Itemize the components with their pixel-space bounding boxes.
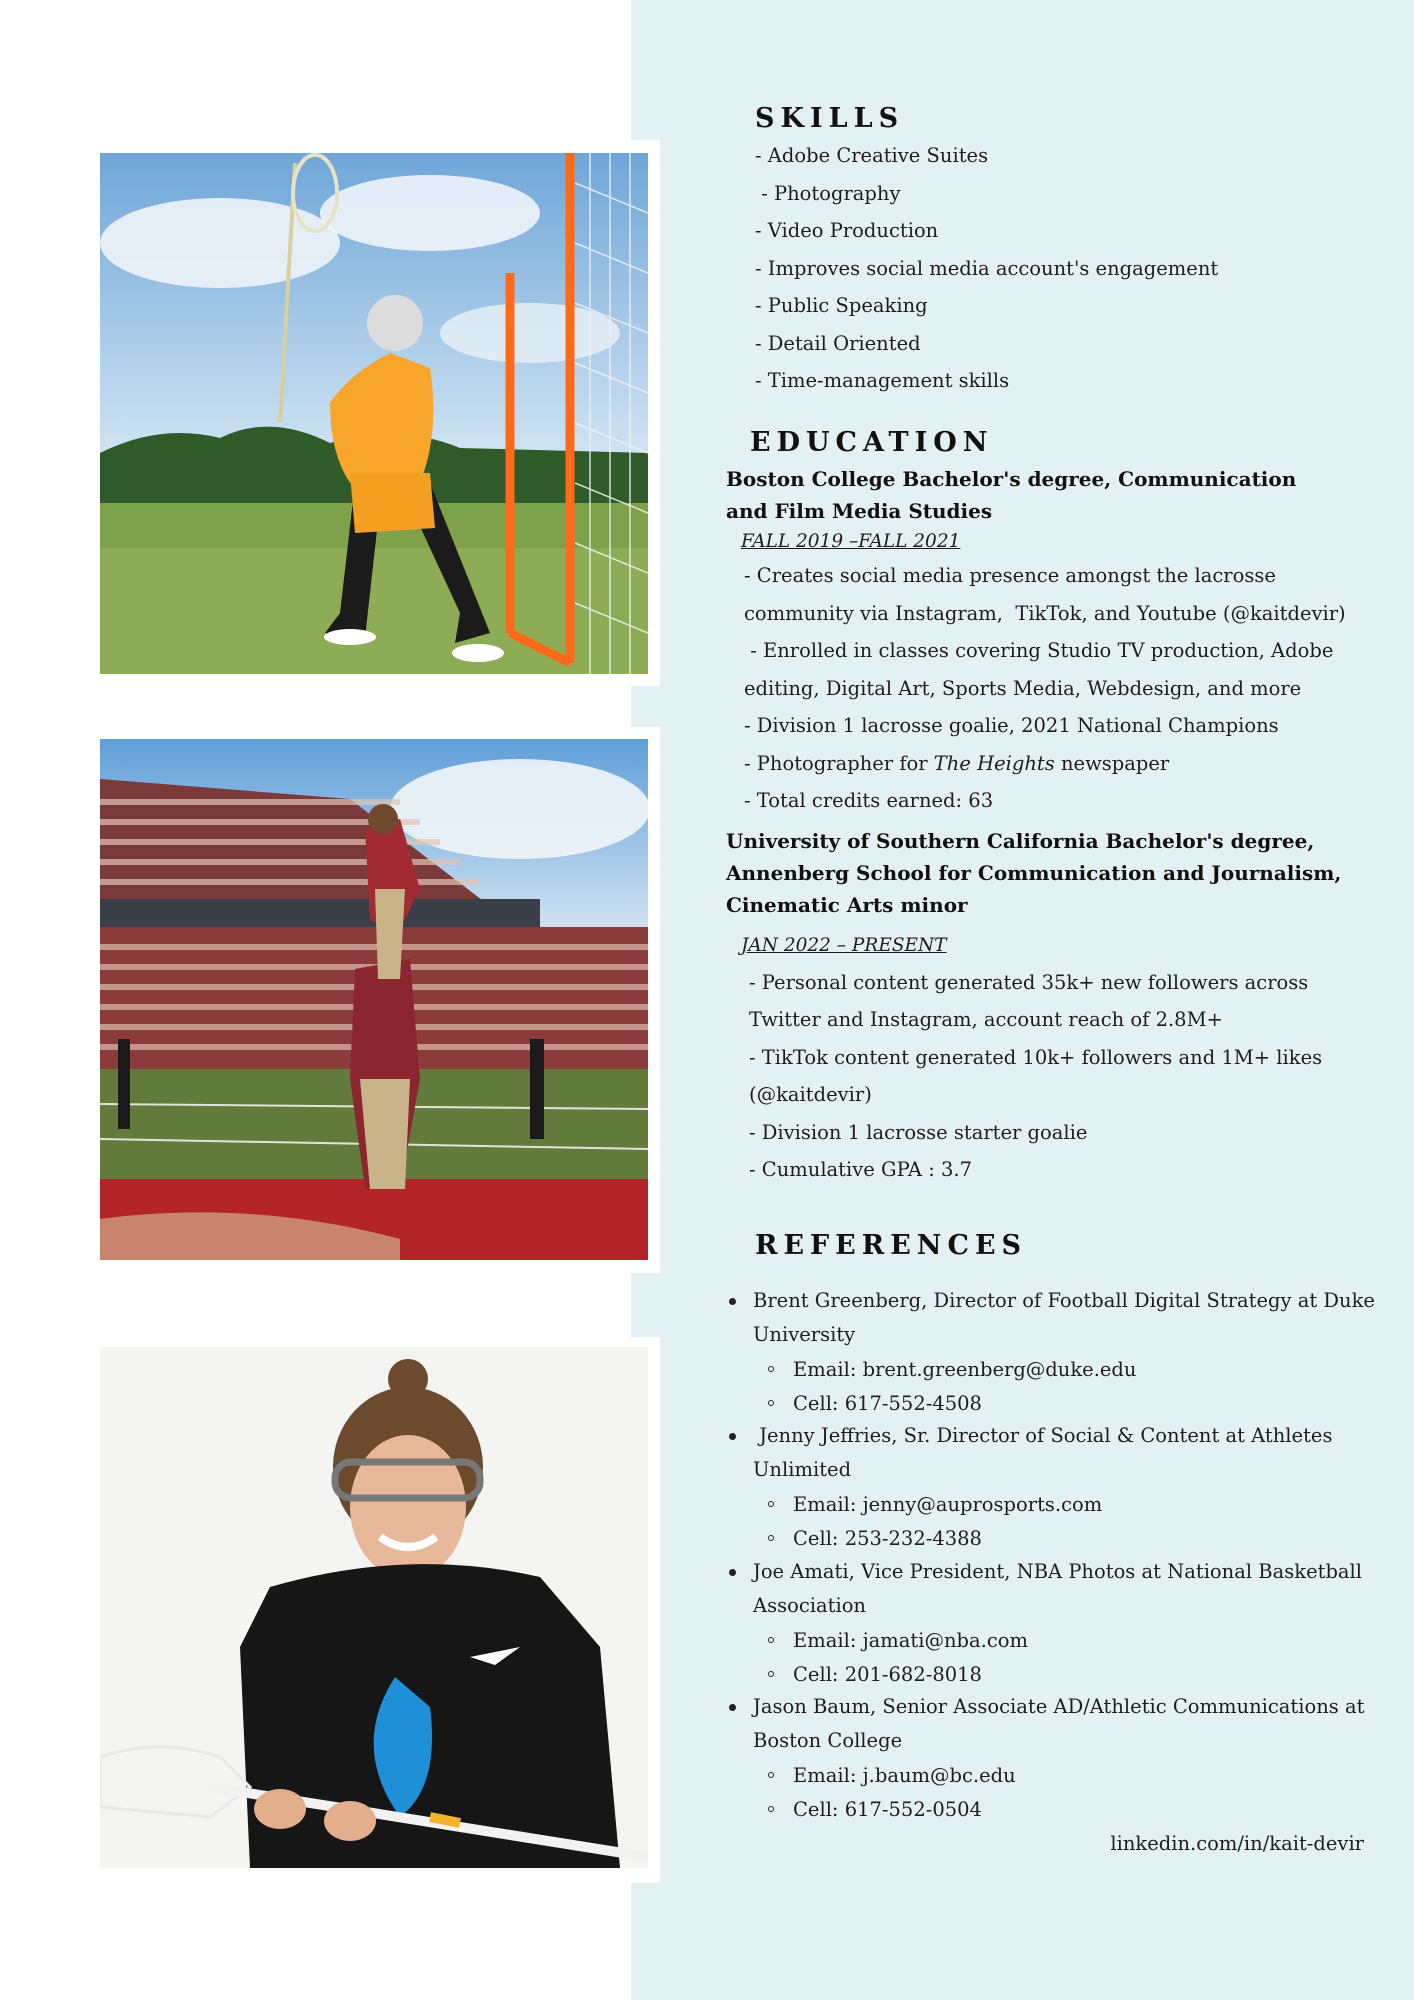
sub-bullet-icon bbox=[768, 1535, 774, 1541]
reference-name-line: Unlimited bbox=[753, 1458, 852, 1481]
skill-item: - Adobe Creative Suites bbox=[755, 144, 989, 167]
education-line: - Enrolled in classes covering Studio TV production, Adobe bbox=[744, 639, 1334, 662]
boston-college-degree bbox=[726, 463, 1366, 527]
skill-item: - Video Production bbox=[755, 219, 939, 242]
education-line: community via Instagram, TikTok, and Youtube (@kaitdevir) bbox=[744, 602, 1346, 625]
sub-bullet-icon bbox=[768, 1501, 774, 1507]
bullet-icon bbox=[729, 1569, 736, 1576]
degree-line: Boston College Bachelor's degree, Communication bbox=[726, 467, 1297, 491]
skill-item: - Time-management skills bbox=[755, 369, 1010, 392]
skills-title: SKILLS bbox=[755, 103, 905, 134]
sub-bullet-icon bbox=[768, 1637, 774, 1643]
heights-prefix: - Photographer for bbox=[744, 752, 934, 775]
reference-name-line: University bbox=[753, 1323, 856, 1346]
sub-bullet-icon bbox=[768, 1806, 774, 1812]
education-line: - Cumulative GPA : 3.7 bbox=[749, 1158, 972, 1181]
bullet-icon bbox=[729, 1298, 736, 1305]
degree-line: Annenberg School for Communication and Journalism, bbox=[726, 861, 1342, 885]
skill-item: - Public Speaking bbox=[755, 294, 928, 317]
education-line: - TikTok content generated 10k+ followers and 1M+ likes bbox=[749, 1046, 1323, 1069]
reference-name-line: Brent Greenberg, Director of Football Digital Strategy at Duke bbox=[753, 1289, 1375, 1312]
reference-name-line: Boston College bbox=[753, 1729, 903, 1752]
references-title: REFERENCES bbox=[755, 1230, 1028, 1261]
skill-item: - Photography bbox=[755, 182, 901, 205]
education-title: EDUCATION bbox=[750, 427, 994, 458]
reference-email: Email: jenny@auprosports.com bbox=[793, 1493, 1103, 1516]
reference-email: Email: brent.greenberg@duke.edu bbox=[793, 1358, 1137, 1381]
reference-name bbox=[753, 1555, 1373, 1623]
reference-cell: Cell: 617-552-4508 bbox=[793, 1392, 982, 1415]
sub-bullet-icon bbox=[768, 1772, 774, 1778]
education-line: editing, Digital Art, Sports Media, Webdesign, and more bbox=[744, 677, 1302, 700]
skill-item: - Improves social media account's engagement bbox=[755, 257, 1219, 280]
reference-cell: Cell: 201-682-8018 bbox=[793, 1663, 982, 1686]
education-line: - Personal content generated 35k+ new followers across bbox=[749, 971, 1309, 994]
education-line: - Creates social media presence amongst the lacrosse bbox=[744, 564, 1276, 587]
usc-degree bbox=[726, 825, 1366, 921]
reference-email: Email: j.baum@bc.edu bbox=[793, 1764, 1016, 1787]
degree-line: Cinematic Arts minor bbox=[726, 893, 968, 917]
education-line: (@kaitdevir) bbox=[749, 1083, 872, 1106]
reference-name-line: Association bbox=[753, 1594, 866, 1617]
sub-bullet-icon bbox=[768, 1671, 774, 1677]
player-portrait-photo bbox=[100, 1347, 648, 1868]
reference-name-line: Jenny Jeffries, Sr. Director of Social & Content at Athletes bbox=[753, 1424, 1333, 1447]
sub-bullet-icon bbox=[768, 1366, 774, 1372]
bullet-icon bbox=[729, 1704, 736, 1711]
bullet-icon bbox=[729, 1433, 736, 1440]
reference-name bbox=[753, 1419, 1373, 1487]
education-line: Twitter and Instagram, account reach of 2.8M+ bbox=[749, 1008, 1223, 1031]
degree-line: and Film Media Studies bbox=[726, 499, 993, 523]
sub-bullet-icon bbox=[768, 1400, 774, 1406]
lacrosse-goalie-photo bbox=[100, 153, 648, 674]
reference-name-line: Jason Baum, Senior Associate AD/Athletic Communications at bbox=[753, 1695, 1365, 1718]
reference-name-line: Joe Amati, Vice President, NBA Photos at National Basketball bbox=[753, 1560, 1363, 1583]
degree-line: University of Southern California Bachelor's degree, bbox=[726, 829, 1315, 853]
skill-item: - Detail Oriented bbox=[755, 332, 921, 355]
education-line: - Division 1 lacrosse goalie, 2021 National Champions bbox=[744, 714, 1279, 737]
reference-cell: Cell: 617-552-0504 bbox=[793, 1798, 982, 1821]
usc-dates: JAN 2022 – PRESENT bbox=[741, 935, 947, 956]
education-line-heights bbox=[744, 754, 1169, 774]
reference-name bbox=[753, 1284, 1373, 1352]
reference-cell: Cell: 253-232-4388 bbox=[793, 1527, 982, 1550]
heights-suffix: newspaper bbox=[1054, 752, 1170, 775]
heights-italic: The Heights bbox=[933, 752, 1055, 775]
reference-email: Email: jamati@nba.com bbox=[793, 1629, 1028, 1652]
football-stadium-photo bbox=[100, 739, 648, 1260]
reference-name bbox=[753, 1690, 1373, 1758]
education-line: - Total credits earned: 63 bbox=[744, 789, 994, 812]
education-line: - Division 1 lacrosse starter goalie bbox=[749, 1121, 1088, 1144]
boston-college-dates: FALL 2019 –FALL 2021 bbox=[741, 531, 961, 552]
linkedin-link[interactable]: linkedin.com/in/kait-devir bbox=[1110, 1832, 1364, 1855]
